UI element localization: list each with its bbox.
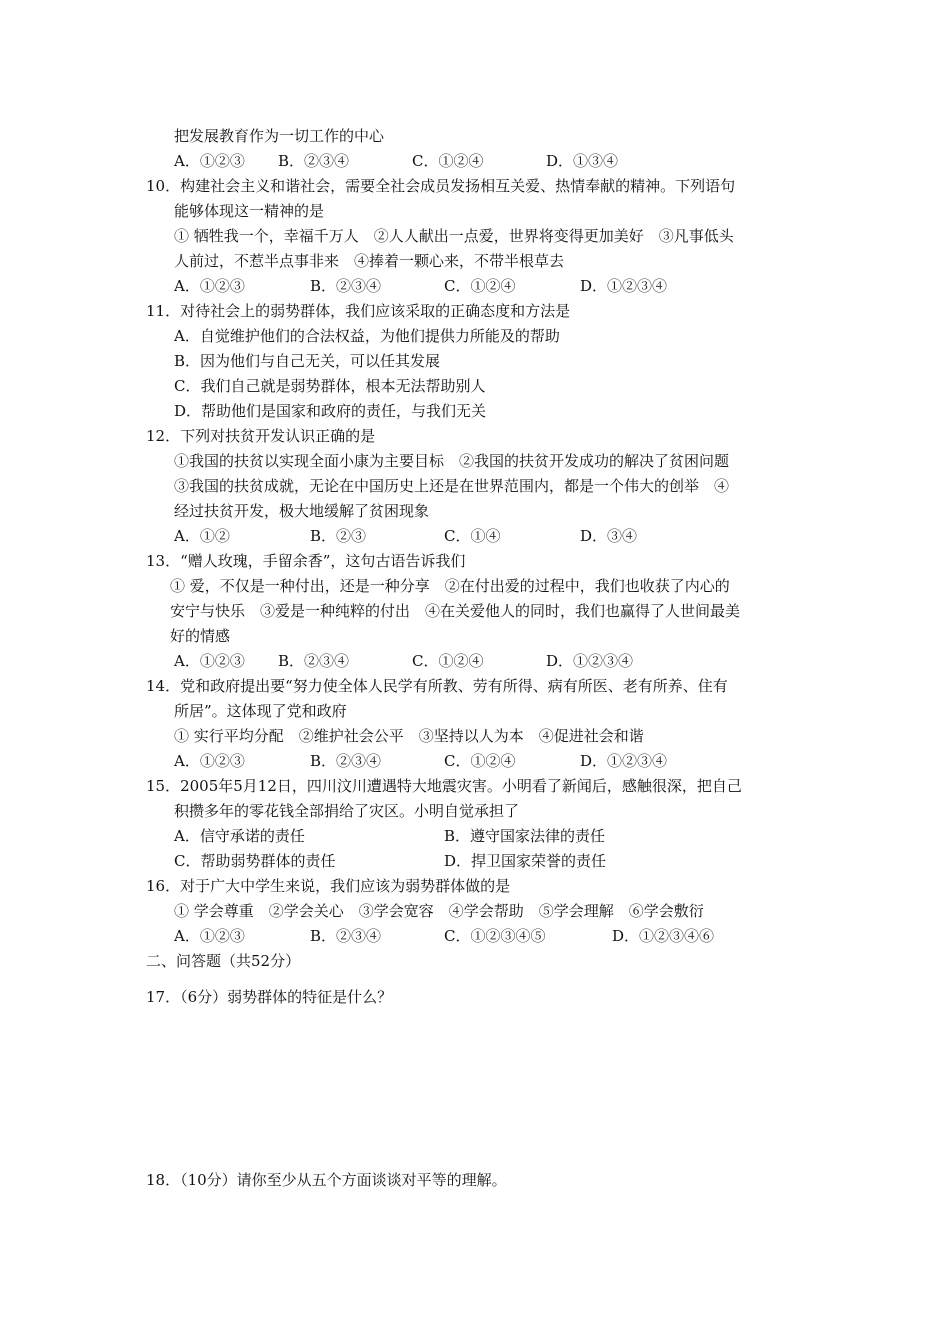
q9-option-b: B．②③④: [278, 152, 350, 170]
q10-stem-cont: 能够体现这一精神的是: [174, 202, 325, 220]
q10-option-b: B．②③④: [310, 277, 382, 295]
section-heading: 二、问答题（共52分）: [146, 952, 301, 970]
q10-option-c: C．①②④: [444, 277, 516, 295]
q15-option-d: D．捍卫国家荣誉的责任: [444, 852, 607, 870]
q16-stem: 16．对于广大中学生来说，我们应该为弱势群体做的是: [146, 877, 511, 895]
q16-statements: ① 学会尊重 ②学会关心 ③学会宽容 ④学会帮助 ⑤学会理解 ⑥学会敷衍: [174, 902, 704, 920]
q14-option-a: A．①②③: [174, 752, 245, 770]
q10-option-a: A．①②③: [174, 277, 245, 295]
q9-option-d: D．①③④: [546, 152, 619, 170]
q13-statements-cont: 安宁与快乐 ③爱是一种纯粹的付出 ④在关爱他人的同时，我们也赢得了人世间最美: [170, 602, 741, 620]
q12-option-d: D．③④: [580, 527, 638, 545]
q10-statements: ① 牺牲我一个，幸福千万人 ②人人献出一点爱，世界将变得更加美好 ③凡事低头: [174, 227, 734, 245]
q14-stem-cont: 所居”。这体现了党和政府: [174, 702, 347, 720]
q13-option-c: C．①②④: [412, 652, 484, 670]
q14-option-c: C．①②④: [444, 752, 516, 770]
q13-option-d: D．①②③④: [546, 652, 634, 670]
q16-option-a: A．①②③: [174, 927, 245, 945]
q13-option-b: B．②③④: [278, 652, 350, 670]
q11-option-c: C．我们自己就是弱势群体，根本无法帮助别人: [174, 377, 486, 395]
q14-option-b: B．②③④: [310, 752, 382, 770]
q13-statements-end: 好的情感: [170, 627, 231, 645]
q10-option-d: D．①②③④: [580, 277, 668, 295]
q10-stem: 10．构建社会主义和谐社会，需要全社会成员发扬相互关爱、热情奉献的精神。下列语句: [146, 177, 736, 195]
q16-option-c: C．①②③④⑤: [444, 927, 546, 945]
q12-statements-end: 经过扶贫开发，极大地缓解了贫困现象: [174, 502, 430, 520]
q18-question: 18．（10分）请你至少从五个方面谈谈对平等的理解。: [146, 1171, 507, 1189]
q9-option-a: A．①②③: [174, 152, 245, 170]
q9-option-c: C．①②④: [412, 152, 484, 170]
q15-option-c: C．帮助弱势群体的责任: [174, 852, 336, 870]
q11-option-b: B．因为他们与自己无关，可以任其发展: [174, 352, 441, 370]
q13-stem: 13．“赠人玫瑰，手留余香”，这句古语告诉我们: [146, 552, 466, 570]
q11-stem: 11．对待社会上的弱势群体，我们应该采取的正确态度和方法是: [146, 302, 571, 320]
q9-continuation: 把发展教育作为一切工作的中心: [174, 127, 385, 145]
q11-option-a: A．自觉维护他们的合法权益，为他们提供力所能及的帮助: [174, 327, 560, 345]
q14-option-d: D．①②③④: [580, 752, 668, 770]
q11-option-d: D．帮助他们是国家和政府的责任，与我们无关: [174, 402, 487, 420]
q14-statements: ① 实行平均分配 ②维护社会公平 ③坚持以人为本 ④促进社会和谐: [174, 727, 644, 745]
q16-option-b: B．②③④: [310, 927, 382, 945]
q10-statements-cont: 人前过，不惹半点事非来 ④捧着一颗心来，不带半根草去: [174, 252, 565, 270]
q12-statements: ①我国的扶贫以实现全面小康为主要目标 ②我国的扶贫开发成功的解决了贫困问题: [174, 452, 730, 470]
q16-option-d: D．①②③④⑥: [612, 927, 715, 945]
q12-option-b: B．②③: [310, 527, 367, 545]
q13-option-a: A．①②③: [174, 652, 245, 670]
q13-statements: ① 爱，不仅是一种付出，还是一种分享 ②在付出爱的过程中，我们也收获了内心的: [170, 577, 730, 595]
q12-statements-cont: ③我国的扶贫成就，无论在中国历史上还是在世界范围内，都是一个伟大的创举 ④: [174, 477, 730, 495]
q15-stem: 15．2005年5月12日，四川汶川遭遇特大地震灾害。小明看了新闻后，感触很深，把自己: [146, 777, 742, 795]
q12-option-a: A．①②: [174, 527, 230, 545]
q15-option-a: A．信守承诺的责任: [174, 827, 305, 845]
q14-stem: 14．党和政府提出要“努力使全体人民学有所教、劳有所得、病有所医、老有所养、住有: [146, 677, 728, 695]
q15-option-b: B．遵守国家法律的责任: [444, 827, 606, 845]
q12-stem: 12．下列对扶贫开发认识正确的是: [146, 427, 376, 445]
q15-stem-cont: 积攒多年的零花钱全部捐给了灾区。小明自觉承担了: [174, 802, 520, 820]
q12-option-c: C．①④: [444, 527, 501, 545]
q17-question: 17．（6分）弱势群体的特征是什么？: [146, 988, 393, 1006]
